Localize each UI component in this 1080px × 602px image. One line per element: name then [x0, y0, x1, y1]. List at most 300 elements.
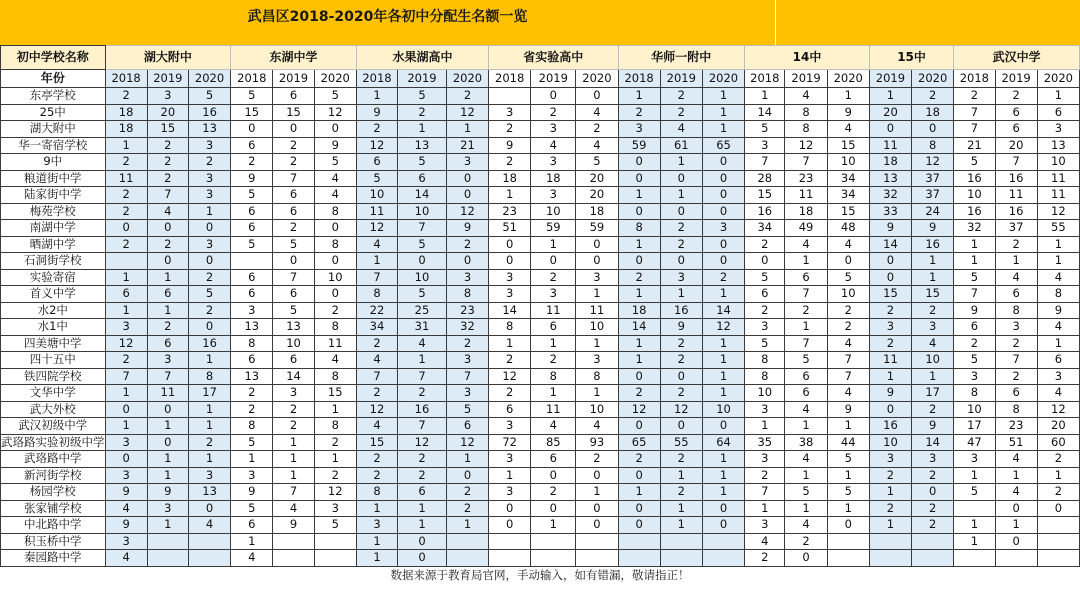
quota-cell: 34 — [827, 187, 869, 204]
quota-cell: 4 — [745, 533, 785, 550]
quota-cell: 16 — [954, 170, 995, 187]
year-header: 2020 — [446, 70, 488, 88]
quota-cell: 1 — [785, 500, 827, 517]
quota-cell: 1 — [398, 121, 447, 138]
quota-cell: 2 — [618, 451, 660, 468]
quota-cell: 1 — [446, 121, 488, 138]
school-name: 粮道街中学 — [1, 170, 106, 187]
quota-cell: 4 — [398, 335, 447, 352]
quota-cell: 3 — [489, 418, 531, 435]
quota-cell: 2 — [531, 484, 576, 501]
quota-cell: 9 — [827, 104, 869, 121]
quota-cell — [702, 533, 744, 550]
quota-cell: 1 — [147, 269, 188, 286]
quota-cell: 16 — [188, 104, 230, 121]
year-header: 2019 — [869, 70, 911, 88]
quota-cell: 3 — [618, 121, 660, 138]
quota-cell: 2 — [231, 385, 273, 402]
quota-cell: 7 — [954, 286, 995, 303]
quota-cell: 1 — [105, 137, 147, 154]
quota-cell: 12 — [314, 104, 356, 121]
quota-cell: 10 — [869, 434, 911, 451]
quota-cell: 0 — [531, 253, 576, 270]
quota-cell: 12 — [446, 104, 488, 121]
quota-cell: 1 — [576, 335, 618, 352]
quota-cell: 9 — [231, 484, 273, 501]
quota-cell: 14 — [618, 319, 660, 336]
quota-cell: 0 — [827, 517, 869, 534]
quota-cell — [618, 533, 660, 550]
quota-cell: 10 — [273, 335, 314, 352]
quota-cell: 2 — [314, 434, 356, 451]
quota-cell: 1 — [995, 517, 1037, 534]
year-header: 2019 — [660, 70, 702, 88]
quota-cell: 0 — [446, 187, 488, 204]
quota-cell: 59 — [531, 220, 576, 237]
quota-cell: 6 — [531, 451, 576, 468]
quota-cell: 18 — [489, 170, 531, 187]
quota-cell: 2 — [147, 137, 188, 154]
quota-cell: 7 — [147, 368, 188, 385]
quota-cell: 4 — [356, 352, 397, 369]
quota-cell: 2 — [745, 467, 785, 484]
quota-cell: 0 — [785, 550, 827, 567]
quota-cell: 0 — [995, 500, 1037, 517]
quota-cell: 0 — [660, 203, 702, 220]
quota-cell: 2 — [188, 434, 230, 451]
quota-cell: 5 — [398, 154, 447, 171]
quota-cell: 4 — [785, 236, 827, 253]
quota-cell: 0 — [105, 401, 147, 418]
name-column-header: 初中学校名称 — [1, 46, 106, 70]
quota-cell — [869, 533, 911, 550]
quota-cell: 14 — [869, 236, 911, 253]
year-header: 2019 — [273, 70, 314, 88]
quota-cell: 16 — [995, 203, 1037, 220]
quota-cell — [105, 253, 147, 270]
quota-cell: 6 — [356, 154, 397, 171]
quota-cell: 3 — [188, 170, 230, 187]
quota-cell: 0 — [869, 269, 911, 286]
quota-cell: 2 — [231, 401, 273, 418]
quota-cell: 1 — [356, 88, 397, 105]
quota-cell: 4 — [827, 121, 869, 138]
quota-cell: 25 — [398, 302, 447, 319]
quota-cell — [446, 533, 488, 550]
quota-cell: 1 — [314, 451, 356, 468]
quota-cell: 11 — [1037, 187, 1079, 204]
quota-cell: 3 — [745, 401, 785, 418]
quota-cell: 5 — [576, 154, 618, 171]
quota-cell: 4 — [912, 335, 954, 352]
quota-cell: 2 — [314, 302, 356, 319]
quota-cell: 6 — [273, 286, 314, 303]
quota-cell: 0 — [188, 220, 230, 237]
quota-cell: 1 — [356, 550, 397, 567]
quota-cell: 4 — [1037, 269, 1079, 286]
quota-cell: 4 — [785, 401, 827, 418]
quota-cell: 5 — [231, 187, 273, 204]
quota-cell: 11 — [314, 335, 356, 352]
quota-cell: 0 — [489, 253, 531, 270]
quota-cell: 12 — [660, 401, 702, 418]
quota-cell: 5 — [231, 500, 273, 517]
table-row — [1, 121, 1080, 138]
quota-cell: 20 — [995, 137, 1037, 154]
quota-cell: 59 — [576, 220, 618, 237]
quota-cell: 61 — [660, 137, 702, 154]
quota-cell: 12 — [314, 484, 356, 501]
quota-cell: 2 — [576, 451, 618, 468]
quota-cell: 3 — [105, 467, 147, 484]
quota-cell: 8 — [618, 220, 660, 237]
quota-cell: 10 — [745, 385, 785, 402]
quota-cell: 13 — [1037, 137, 1079, 154]
quota-cell: 15 — [827, 137, 869, 154]
quota-cell: 2 — [398, 451, 447, 468]
quota-cell: 8 — [995, 302, 1037, 319]
quota-cell: 6 — [273, 88, 314, 105]
quota-cell: 1 — [660, 187, 702, 204]
quota-cell: 3 — [995, 319, 1037, 336]
quota-cell: 0 — [489, 517, 531, 534]
table-row — [1, 269, 1080, 286]
quota-cell: 2 — [446, 236, 488, 253]
quota-cell: 6 — [231, 137, 273, 154]
quota-cell: 6 — [105, 286, 147, 303]
quota-cell: 6 — [954, 319, 995, 336]
quota-cell: 2 — [1037, 484, 1079, 501]
quota-cell: 1 — [702, 88, 744, 105]
quota-cell: 2 — [188, 154, 230, 171]
quota-cell: 2 — [489, 154, 531, 171]
quota-cell: 1 — [954, 467, 995, 484]
quota-cell: 3 — [531, 154, 576, 171]
quota-cell: 4 — [314, 170, 356, 187]
school-name: 水2中 — [1, 302, 106, 319]
quota-cell: 51 — [489, 220, 531, 237]
quota-cell: 1 — [702, 467, 744, 484]
quota-cell: 5 — [188, 286, 230, 303]
quota-cell: 3 — [869, 319, 911, 336]
school-name: 文华中学 — [1, 385, 106, 402]
quota-cell: 11 — [356, 203, 397, 220]
quota-cell: 6 — [147, 286, 188, 303]
quota-cell: 1 — [531, 517, 576, 534]
quota-cell: 2 — [869, 335, 911, 352]
quota-cell: 9 — [231, 170, 273, 187]
quota-cell: 15 — [912, 286, 954, 303]
quota-cell: 1 — [147, 418, 188, 435]
quota-cell: 6 — [1037, 352, 1079, 369]
quota-cell: 9 — [869, 385, 911, 402]
quota-cell: 2 — [356, 385, 397, 402]
school-name: 秦园路中学 — [1, 550, 106, 567]
quota-cell: 14 — [398, 187, 447, 204]
quota-cell: 1 — [618, 236, 660, 253]
quota-cell: 0 — [618, 203, 660, 220]
quota-cell: 32 — [869, 187, 911, 204]
quota-cell: 23 — [995, 418, 1037, 435]
quota-cell: 1 — [618, 187, 660, 204]
quota-cell: 4 — [188, 517, 230, 534]
quota-cell: 2 — [912, 88, 954, 105]
quota-cell: 4 — [660, 121, 702, 138]
quota-cell: 3 — [188, 236, 230, 253]
quota-cell: 16 — [188, 335, 230, 352]
quota-cell: 6 — [995, 286, 1037, 303]
quota-cell: 7 — [398, 418, 447, 435]
quota-cell: 11 — [147, 385, 188, 402]
quota-cell: 9 — [1037, 302, 1079, 319]
quota-cell: 4 — [827, 385, 869, 402]
quota-cell: 5 — [273, 302, 314, 319]
quota-cell: 4 — [995, 269, 1037, 286]
quota-cell: 12 — [912, 154, 954, 171]
quota-cell: 3 — [446, 385, 488, 402]
quota-cell: 9 — [954, 302, 995, 319]
quota-cell — [531, 533, 576, 550]
quota-cell: 1 — [147, 302, 188, 319]
quota-cell: 5 — [745, 121, 785, 138]
quota-cell: 1 — [618, 352, 660, 369]
quota-cell: 1 — [231, 451, 273, 468]
quota-cell: 1 — [954, 236, 995, 253]
quota-cell: 10 — [827, 286, 869, 303]
quota-cell — [188, 533, 230, 550]
group-header: 东湖中学 — [231, 46, 357, 70]
quota-cell: 0 — [618, 170, 660, 187]
quota-cell: 2 — [398, 467, 447, 484]
quota-cell: 5 — [314, 517, 356, 534]
quota-cell: 5 — [785, 484, 827, 501]
quota-cell: 1 — [912, 368, 954, 385]
quota-cell: 2 — [489, 385, 531, 402]
quota-cell: 15 — [273, 104, 314, 121]
quota-cell: 18 — [785, 203, 827, 220]
quota-cell: 35 — [745, 434, 785, 451]
quota-cell: 4 — [785, 88, 827, 105]
quota-cell: 3 — [745, 451, 785, 468]
quota-cell: 3 — [356, 517, 397, 534]
quota-cell: 1 — [785, 418, 827, 435]
quota-cell: 1 — [188, 401, 230, 418]
quota-cell: 6 — [231, 352, 273, 369]
year-header: 2020 — [827, 70, 869, 88]
quota-cell: 0 — [531, 500, 576, 517]
quota-cell: 2 — [105, 88, 147, 105]
quota-cell: 3 — [489, 451, 531, 468]
quota-cell: 5 — [954, 154, 995, 171]
quota-cell: 5 — [954, 484, 995, 501]
quota-cell: 10 — [356, 187, 397, 204]
quota-cell: 3 — [446, 352, 488, 369]
quota-cell: 7 — [954, 121, 995, 138]
quota-cell: 0 — [105, 451, 147, 468]
quota-cell: 5 — [398, 88, 447, 105]
quota-cell: 1 — [489, 335, 531, 352]
quota-cell: 23 — [489, 203, 531, 220]
quota-cell: 1 — [869, 517, 911, 534]
quota-cell: 0 — [618, 368, 660, 385]
quota-cell: 0 — [618, 467, 660, 484]
quota-cell: 2 — [660, 236, 702, 253]
quota-cell: 8 — [489, 319, 531, 336]
quota-cell: 2 — [446, 484, 488, 501]
quota-cell: 10 — [314, 269, 356, 286]
school-name: 东亭学校 — [1, 88, 106, 105]
quota-cell: 49 — [785, 220, 827, 237]
quota-cell: 0 — [188, 319, 230, 336]
quota-cell: 1 — [398, 500, 447, 517]
quota-cell: 5 — [231, 434, 273, 451]
quota-cell: 1 — [660, 286, 702, 303]
quota-cell: 11 — [869, 137, 911, 154]
quota-cell: 0 — [576, 236, 618, 253]
quota-cell: 0 — [618, 517, 660, 534]
quota-cell: 6 — [531, 319, 576, 336]
school-name: 9中 — [1, 154, 106, 171]
quota-cell: 7 — [827, 352, 869, 369]
quota-cell: 15 — [827, 203, 869, 220]
school-name: 张家铺学校 — [1, 500, 106, 517]
school-name: 四美塘中学 — [1, 335, 106, 352]
quota-cell: 1 — [273, 434, 314, 451]
quota-cell: 3 — [576, 352, 618, 369]
quota-cell: 15 — [869, 286, 911, 303]
quota-cell: 1 — [356, 500, 397, 517]
quota-cell: 16 — [995, 170, 1037, 187]
quota-cell: 9 — [660, 319, 702, 336]
quota-cell: 8 — [231, 418, 273, 435]
quota-cell: 4 — [785, 517, 827, 534]
quota-cell: 3 — [188, 137, 230, 154]
quota-cell: 5 — [314, 154, 356, 171]
quota-cell: 18 — [869, 154, 911, 171]
quota-cell: 8 — [531, 368, 576, 385]
quota-cell: 6 — [995, 121, 1037, 138]
quota-cell: 13 — [231, 368, 273, 385]
page-title: 武昌区2018-2020年各初中分配生名额一览 — [247, 9, 528, 25]
table-row — [1, 467, 1080, 484]
quota-cell: 2 — [356, 467, 397, 484]
quota-cell: 0 — [531, 467, 576, 484]
quota-cell: 1 — [1037, 467, 1079, 484]
year-header-row — [1, 70, 1080, 88]
quota-cell: 0 — [869, 401, 911, 418]
footer — [0, 561, 1080, 602]
quota-cell: 2 — [147, 170, 188, 187]
quota-cell: 2 — [745, 550, 785, 567]
quota-cell — [1037, 533, 1079, 550]
quota-cell: 3 — [954, 368, 995, 385]
quota-cell: 1 — [745, 500, 785, 517]
quota-cell: 13 — [231, 319, 273, 336]
group-header: 湖大附中 — [105, 46, 231, 70]
quota-cell: 0 — [660, 368, 702, 385]
quota-cell: 93 — [576, 434, 618, 451]
quota-cell: 2 — [531, 352, 576, 369]
quota-cell: 7 — [995, 154, 1037, 171]
quota-cell: 0 — [995, 533, 1037, 550]
quota-cell: 0 — [745, 253, 785, 270]
quota-cell: 1 — [745, 418, 785, 435]
quota-cell: 3 — [446, 154, 488, 171]
quota-cell: 1 — [869, 368, 911, 385]
quota-cell: 14 — [489, 302, 531, 319]
quota-cell: 20 — [576, 187, 618, 204]
quota-cell: 1 — [105, 269, 147, 286]
group-header: 省实验高中 — [489, 46, 618, 70]
school-name: 水1中 — [1, 319, 106, 336]
quota-cell: 2 — [489, 352, 531, 369]
year-header: 2019 — [531, 70, 576, 88]
quota-cell: 6 — [273, 203, 314, 220]
quota-cell: 5 — [785, 352, 827, 369]
quota-cell: 8 — [356, 286, 397, 303]
quota-cell: 1 — [702, 286, 744, 303]
quota-cell: 60 — [1037, 434, 1079, 451]
quota-cell: 11 — [576, 302, 618, 319]
quota-cell: 1 — [273, 451, 314, 468]
school-name: 华一寄宿学校 — [1, 137, 106, 154]
table-row — [1, 319, 1080, 336]
quota-cell: 37 — [912, 187, 954, 204]
quota-cell: 1 — [105, 302, 147, 319]
quota-cell: 3 — [912, 319, 954, 336]
quota-cell: 7 — [356, 368, 397, 385]
quota-cell: 11 — [869, 352, 911, 369]
table-row — [1, 154, 1080, 171]
quota-cell: 1 — [576, 484, 618, 501]
quota-cell: 7 — [446, 368, 488, 385]
quota-cell: 7 — [105, 368, 147, 385]
quota-cell: 1 — [531, 385, 576, 402]
quota-cell: 0 — [618, 418, 660, 435]
year-header: 2020 — [702, 70, 744, 88]
quota-cell: 17 — [954, 418, 995, 435]
quota-cell: 2 — [785, 533, 827, 550]
school-name: 首义中学 — [1, 286, 106, 303]
quota-cell: 0 — [576, 500, 618, 517]
quota-cell: 0 — [660, 170, 702, 187]
quota-cell: 14 — [702, 302, 744, 319]
quota-cell: 9 — [273, 517, 314, 534]
quota-cell: 0 — [105, 220, 147, 237]
quota-cell: 2 — [912, 517, 954, 534]
school-name: 武珞路实验初级中学 — [1, 434, 105, 449]
year-header: 2020 — [314, 70, 356, 88]
quota-cell: 2 — [105, 154, 147, 171]
quota-cell: 2 — [660, 352, 702, 369]
quota-cell: 1 — [188, 451, 230, 468]
quota-cell: 0 — [314, 286, 356, 303]
school-name: 石洞街学校 — [1, 253, 106, 270]
year-header: 2018 — [356, 70, 397, 88]
quota-cell: 0 — [314, 121, 356, 138]
quota-cell: 6 — [398, 170, 447, 187]
quota-cell: 7 — [398, 368, 447, 385]
quota-cell: 1 — [618, 335, 660, 352]
quota-cell: 0 — [702, 418, 744, 435]
quota-cell — [912, 533, 954, 550]
quota-cell: 1 — [785, 467, 827, 484]
year-header: 2019 — [995, 70, 1037, 88]
quota-cell: 5 — [954, 352, 995, 369]
quota-cell: 1 — [618, 88, 660, 105]
school-name: 积玉桥中学 — [1, 533, 106, 550]
quota-cell: 1 — [489, 187, 531, 204]
